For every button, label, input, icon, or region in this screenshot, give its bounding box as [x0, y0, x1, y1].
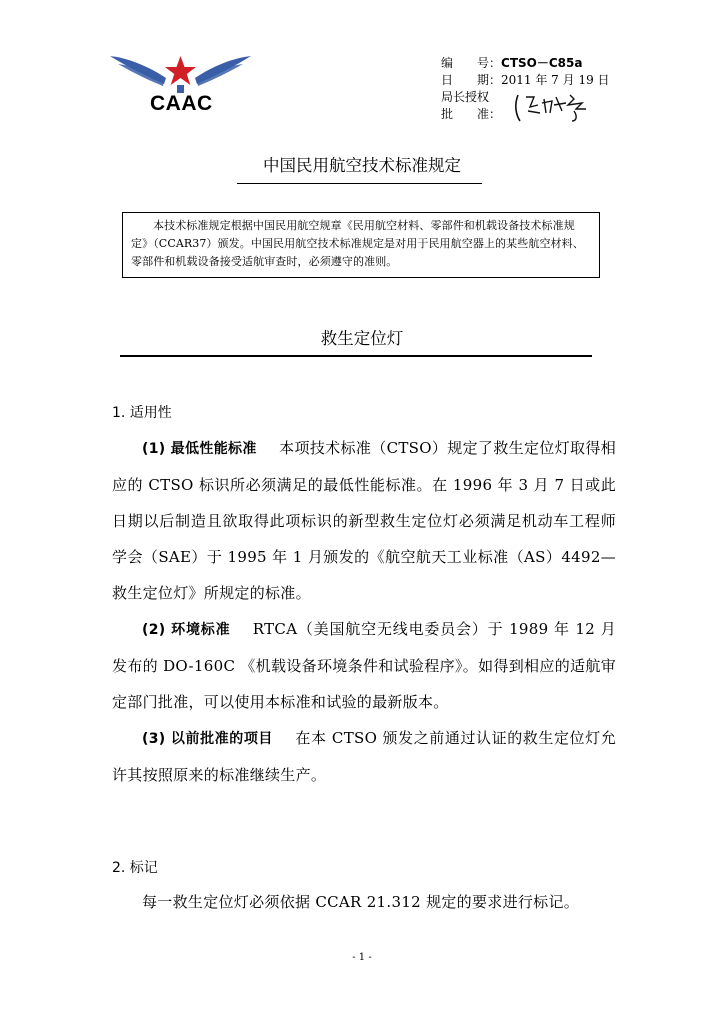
signature [512, 91, 592, 123]
logo-text: CAAC [150, 92, 213, 115]
section-heading-marking: 2. 标记 [112, 860, 158, 876]
caac-logo [108, 52, 253, 122]
section-heading-applicability: 1. 适用性 [112, 405, 172, 421]
notice-text: 本技术标准规定根据中国民用航空规章《民用航空材料、零部件和机载设备技术标准规定》（CCAR37）颁发。中国民用航空技术标准规定是对用于民用航空器上的某些航空材料、零部件和机载设备接受适航审查时，必须遵守的准则。 [131, 219, 584, 268]
meta-key: 日 期： [441, 73, 502, 87]
paragraph-min-performance [112, 430, 616, 611]
meta-number [441, 55, 582, 72]
paragraph-previous-items [112, 720, 616, 793]
meta-key: 编 号： [441, 56, 502, 70]
main-title: 中国民用航空技术标准规定 [263, 156, 461, 175]
meta-value: CTSO－C85a [501, 56, 583, 70]
document-title: 救生定位灯 [320, 329, 404, 348]
paragraph-text: 在本 CTSO 颁发之前通过认证的救生定位灯允许其按照原来的标准继续生产。 [112, 729, 617, 784]
paragraph-label: (3) 以前批准的项目 [142, 731, 273, 747]
section-2-body [112, 884, 616, 920]
title-underline [237, 183, 482, 184]
paragraph-text: 本项技术标准（CTSO）规定了救生定位灯取得相应的 CTSO 标识所必须满足的最低性能标准。在 1996 年 3 月 7 日或此日期以后制造且欲取得此项标识的新型救生定位灯必须满足机动车工程师学会（SAE）于 1995 年 1 月颁发的《航空航天工业标准（AS）4492—救生定位灯》所规定的标准。 [112, 439, 616, 602]
wings-star-emblem [108, 52, 253, 94]
meta-date [441, 72, 610, 89]
meta-key: 局长授权 [441, 90, 490, 104]
document-title-rule [120, 355, 592, 357]
meta-approved [441, 106, 501, 123]
paragraph-text: 每一救生定位灯必须依据 CCAR 21.312 规定的要求进行标记。 [142, 893, 580, 911]
paragraph-marking [112, 884, 616, 920]
meta-key: 批 准： [441, 107, 502, 121]
paragraph-label: (2) 环境标准 [142, 622, 231, 638]
notice-box [122, 212, 600, 278]
section-1-body [112, 430, 616, 793]
meta-authorized [441, 89, 489, 106]
meta-value: 2011 年 7 月 19 日 [501, 73, 610, 87]
page-number: - 1 - [352, 952, 372, 963]
paragraph-label: (1) 最低性能标准 [142, 441, 257, 457]
paragraph-text: RTCA（美国航空无线电委员会）于 1989 年 12 月发布的 DO-160C 《机载设备环境条件和试验程序》。如得到相应的适航审定部门批准，可以使用本标准和试验的最新版本。 [112, 620, 616, 711]
paragraph-environment [112, 611, 616, 720]
